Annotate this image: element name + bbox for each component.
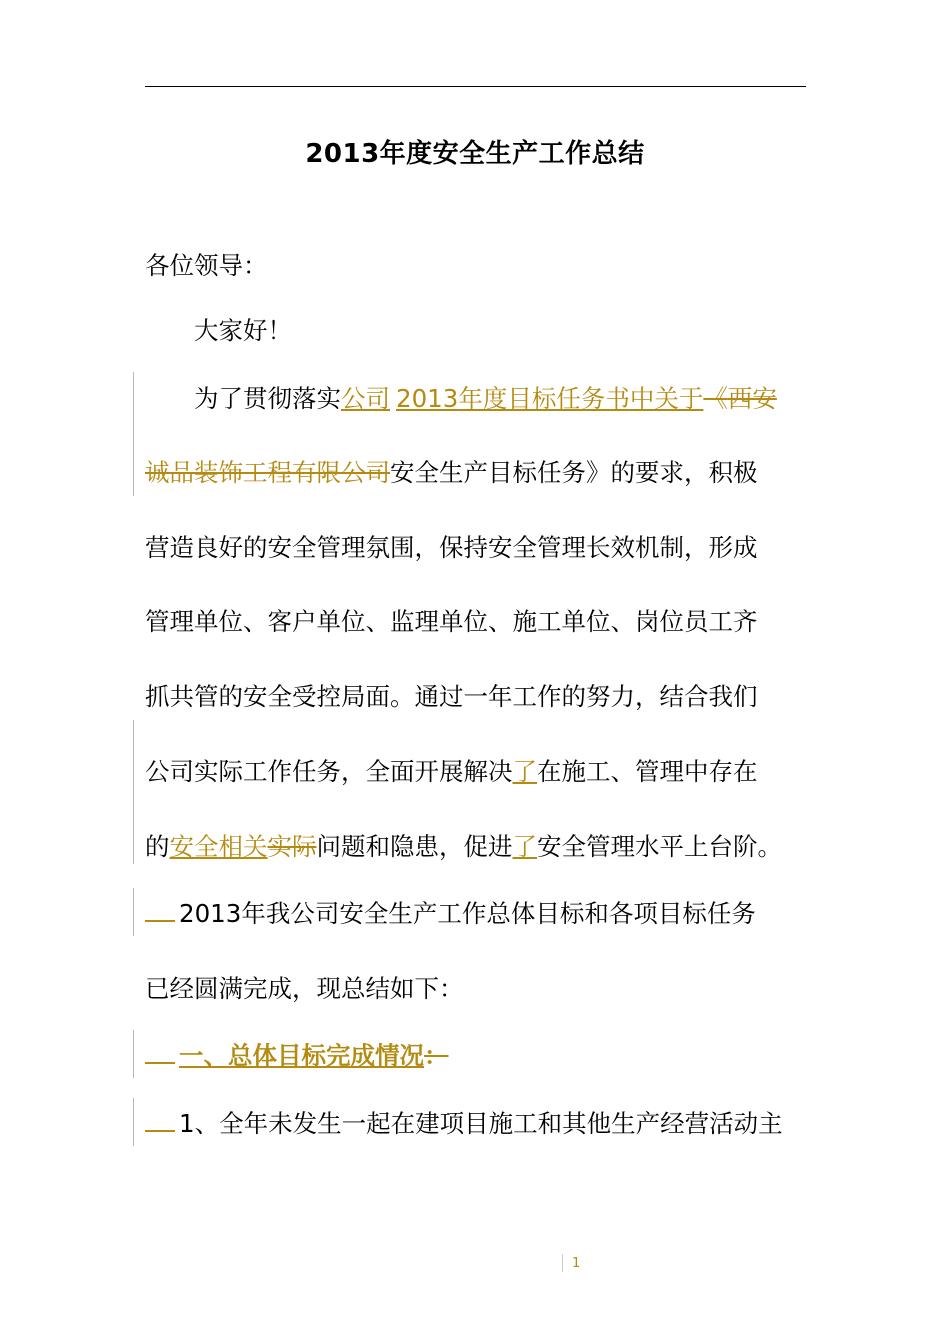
paragraph-line (145, 829, 782, 865)
document-title: 2013年度安全生产工作总结 (305, 139, 645, 169)
text-run: 公司实际工作任务，全面开展解决 (145, 757, 513, 786)
revision-bar (133, 1098, 134, 1146)
inserted-text: 公司 (341, 384, 390, 413)
paragraph-line: 营造良好的安全管理氛围，保持安全管理长效机制，形成 (145, 533, 758, 562)
paragraph-line (145, 455, 758, 491)
inserted-text: 中关于 (629, 384, 704, 413)
section-heading (145, 1038, 449, 1074)
text-run: 为了贯彻落实 (194, 384, 341, 413)
revision-bar (133, 720, 134, 864)
list-item (145, 1106, 783, 1142)
text-run: 安全管理水平上台阶。 (537, 832, 782, 861)
paragraph-line (145, 754, 758, 790)
deleted-text: 诚品装饰工程有限公司 (145, 458, 390, 487)
text-run: 2013年我公司安全生产工作总体目标和各项目标任务 (179, 899, 756, 928)
inserted-text: 了 (512, 757, 537, 786)
revision-bar (133, 1030, 134, 1078)
paragraph-line: 已经圆满完成，现总结如下： (145, 974, 464, 1003)
revision-bar (133, 372, 134, 496)
salutation: 各位领导： (145, 251, 268, 280)
paragraph-line (145, 896, 756, 932)
header-rule (145, 86, 806, 87)
inserted-text: 2013 (396, 384, 459, 413)
paragraph-line: 管理单位、客户单位、监理单位、施工单位、岗位员工齐 (145, 607, 758, 636)
deleted-text: 《 (703, 384, 728, 413)
text-run: 安全生产目标任务》的要求，积极 (390, 458, 758, 487)
text-run: 在施工、管理中存在 (537, 757, 758, 786)
inserted-indent-mark (145, 900, 175, 922)
deleted-text: 西安 (727, 384, 777, 413)
inserted-indent-mark (145, 1042, 175, 1064)
inserted-text: 年度目标任务书 (458, 384, 630, 413)
revision-bar (133, 888, 134, 936)
deleted-text: ： (424, 1041, 449, 1070)
paragraph-line: 抓共管的安全受控局面。通过一年工作的努力，结合我们 (145, 682, 758, 711)
text-run: 的 (145, 832, 170, 861)
text-run: 1、全年未发生一起在建项目施工和其他生产经营活动主 (179, 1109, 783, 1138)
greeting: 大家好！ (194, 316, 292, 345)
inserted-text: 了 (512, 832, 537, 861)
page-number-bar (562, 1254, 563, 1272)
text-run: 问题和隐患，促进 (316, 832, 513, 861)
deleted-text: 实际 (267, 832, 317, 861)
heading-text: 一、总体目标完成情况 (179, 1041, 424, 1070)
inserted-text: 安全相关 (169, 832, 268, 861)
inserted-indent-mark (145, 1110, 175, 1132)
page-number: 1 (572, 1256, 581, 1271)
paragraph-line (194, 381, 777, 417)
